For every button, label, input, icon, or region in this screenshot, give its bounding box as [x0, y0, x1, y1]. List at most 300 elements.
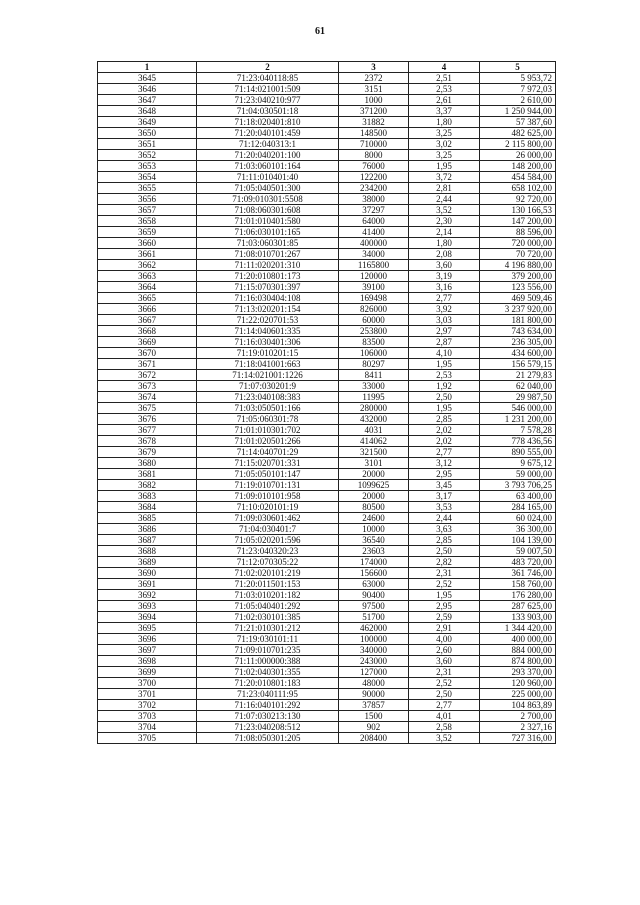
- rate-cell: 2,30: [409, 216, 480, 227]
- rate-cell: 3,37: [409, 106, 480, 117]
- table-row: [98, 370, 556, 381]
- rate-cell: 4,01: [409, 711, 480, 722]
- row-index-cell: 3687: [98, 535, 197, 546]
- table-row: [98, 623, 556, 634]
- rate-cell: 2,77: [409, 293, 480, 304]
- cadastral-number-cell: 71:09:030601:462: [197, 513, 339, 524]
- area-cell: 100000: [339, 634, 409, 645]
- table-row: [98, 667, 556, 678]
- amount-cell: 434 600,00: [480, 348, 556, 359]
- rate-cell: 3,52: [409, 733, 480, 744]
- area-cell: 826000: [339, 304, 409, 315]
- rate-cell: 3,60: [409, 260, 480, 271]
- table-row: [98, 161, 556, 172]
- area-cell: 208400: [339, 733, 409, 744]
- cadastral-number-cell: 71:14:021001:509: [197, 84, 339, 95]
- rate-cell: 2,95: [409, 469, 480, 480]
- cadastral-number-cell: 71:20:010801:173: [197, 271, 339, 282]
- cadastral-number-cell: 71:15:070301:397: [197, 282, 339, 293]
- row-index-cell: 3675: [98, 403, 197, 414]
- area-cell: 280000: [339, 403, 409, 414]
- cadastral-number-cell: 71:05:050101:147: [197, 469, 339, 480]
- row-index-cell: 3686: [98, 524, 197, 535]
- cadastral-number-cell: 71:08:010701:267: [197, 249, 339, 260]
- area-cell: 1099625: [339, 480, 409, 491]
- table-row: [98, 205, 556, 216]
- cadastral-number-cell: 71:14:021001:1226: [197, 370, 339, 381]
- table-row: [98, 381, 556, 392]
- table-row: [98, 260, 556, 271]
- amount-cell: 156 579,15: [480, 359, 556, 370]
- area-cell: 120000: [339, 271, 409, 282]
- rate-cell: 2,50: [409, 392, 480, 403]
- amount-cell: 287 625,00: [480, 601, 556, 612]
- area-cell: 2372: [339, 73, 409, 84]
- table-row: [98, 282, 556, 293]
- amount-cell: 63 400,00: [480, 491, 556, 502]
- rate-cell: 2,53: [409, 370, 480, 381]
- rate-cell: 2,77: [409, 700, 480, 711]
- amount-cell: 379 200,00: [480, 271, 556, 282]
- cadastral-number-cell: 71:05:040501:300: [197, 183, 339, 194]
- cadastral-number-cell: 71:18:041001:663: [197, 359, 339, 370]
- area-cell: 432000: [339, 414, 409, 425]
- row-index-cell: 3678: [98, 436, 197, 447]
- amount-cell: 3 793 706,25: [480, 480, 556, 491]
- row-index-cell: 3649: [98, 117, 197, 128]
- rate-cell: 3,92: [409, 304, 480, 315]
- row-index-cell: 3651: [98, 139, 197, 150]
- area-cell: 321500: [339, 447, 409, 458]
- row-index-cell: 3665: [98, 293, 197, 304]
- area-cell: 51700: [339, 612, 409, 623]
- table-row: [98, 689, 556, 700]
- amount-cell: 2 610,00: [480, 95, 556, 106]
- amount-cell: 743 634,00: [480, 326, 556, 337]
- area-cell: 60000: [339, 315, 409, 326]
- area-cell: 33000: [339, 381, 409, 392]
- amount-cell: 158 760,00: [480, 579, 556, 590]
- amount-cell: 2 115 800,00: [480, 139, 556, 150]
- rate-cell: 3,72: [409, 172, 480, 183]
- table-row: [98, 513, 556, 524]
- row-index-cell: 3646: [98, 84, 197, 95]
- cadastral-number-cell: 71:23:040108:383: [197, 392, 339, 403]
- amount-cell: 104 139,00: [480, 535, 556, 546]
- area-cell: 20000: [339, 469, 409, 480]
- amount-cell: 890 555,00: [480, 447, 556, 458]
- row-index-cell: 3698: [98, 656, 197, 667]
- cadastral-number-cell: 71:09:010701:235: [197, 645, 339, 656]
- table-header: [98, 62, 556, 73]
- cadastral-number-cell: 71:04:030401:7: [197, 524, 339, 535]
- row-index-cell: 3702: [98, 700, 197, 711]
- table-row: [98, 425, 556, 436]
- cadastral-number-cell: 71:08:060301:608: [197, 205, 339, 216]
- table-row: [98, 271, 556, 282]
- area-cell: 710000: [339, 139, 409, 150]
- rate-cell: 2,50: [409, 546, 480, 557]
- row-index-cell: 3701: [98, 689, 197, 700]
- rate-cell: 3,63: [409, 524, 480, 535]
- area-cell: 90000: [339, 689, 409, 700]
- table-row: [98, 700, 556, 711]
- area-cell: 90400: [339, 590, 409, 601]
- column-number-row: [98, 62, 556, 73]
- cadastral-number-cell: 71:19:030101:11: [197, 634, 339, 645]
- row-index-cell: 3666: [98, 304, 197, 315]
- amount-cell: 454 584,00: [480, 172, 556, 183]
- cadastral-number-cell: 71:05:040401:292: [197, 601, 339, 612]
- table-row: [98, 612, 556, 623]
- row-index-cell: 3660: [98, 238, 197, 249]
- table-row: [98, 73, 556, 84]
- row-index-cell: 3704: [98, 722, 197, 733]
- area-cell: 36540: [339, 535, 409, 546]
- amount-cell: 147 200,00: [480, 216, 556, 227]
- rate-cell: 1,95: [409, 403, 480, 414]
- column-header: 3: [339, 62, 409, 73]
- cadastral-number-cell: 71:13:020201:154: [197, 304, 339, 315]
- amount-cell: 88 596,00: [480, 227, 556, 238]
- area-cell: 1500: [339, 711, 409, 722]
- cadastral-number-cell: 71:22:020701:53: [197, 315, 339, 326]
- rate-cell: 2,95: [409, 601, 480, 612]
- table-row: [98, 326, 556, 337]
- cadastral-number-cell: 71:03:050501:166: [197, 403, 339, 414]
- table-row: [98, 557, 556, 568]
- cadastral-number-cell: 71:09:010101:958: [197, 491, 339, 502]
- cadastral-number-cell: 71:15:020701:331: [197, 458, 339, 469]
- table-row: [98, 447, 556, 458]
- amount-cell: 284 165,00: [480, 502, 556, 513]
- amount-cell: 36 300,00: [480, 524, 556, 535]
- cadastral-number-cell: 71:20:011501:153: [197, 579, 339, 590]
- table-row: [98, 711, 556, 722]
- area-cell: 122200: [339, 172, 409, 183]
- cadastral-number-cell: 71:20:040101:459: [197, 128, 339, 139]
- row-index-cell: 3653: [98, 161, 197, 172]
- row-index-cell: 3655: [98, 183, 197, 194]
- row-index-cell: 3705: [98, 733, 197, 744]
- area-cell: 11995: [339, 392, 409, 403]
- row-index-cell: 3681: [98, 469, 197, 480]
- table-row: [98, 315, 556, 326]
- cadastral-number-cell: 71:23:040118:85: [197, 73, 339, 84]
- amount-cell: 293 370,00: [480, 667, 556, 678]
- area-cell: 371200: [339, 106, 409, 117]
- rate-cell: 2,85: [409, 414, 480, 425]
- rate-cell: 2,52: [409, 579, 480, 590]
- row-index-cell: 3680: [98, 458, 197, 469]
- rate-cell: 1,95: [409, 161, 480, 172]
- row-index-cell: 3654: [98, 172, 197, 183]
- amount-cell: 658 102,00: [480, 183, 556, 194]
- table-row: [98, 227, 556, 238]
- area-cell: 3151: [339, 84, 409, 95]
- table-row: [98, 678, 556, 689]
- area-cell: 462000: [339, 623, 409, 634]
- row-index-cell: 3652: [98, 150, 197, 161]
- row-index-cell: 3690: [98, 568, 197, 579]
- table-row: [98, 733, 556, 744]
- amount-cell: 225 000,00: [480, 689, 556, 700]
- rate-cell: 2,91: [409, 623, 480, 634]
- cadastral-number-cell: 71:16:030404:108: [197, 293, 339, 304]
- area-cell: 76000: [339, 161, 409, 172]
- rate-cell: 2,85: [409, 535, 480, 546]
- row-index-cell: 3691: [98, 579, 197, 590]
- rate-cell: 3,16: [409, 282, 480, 293]
- row-index-cell: 3677: [98, 425, 197, 436]
- table-row: [98, 249, 556, 260]
- area-cell: 48000: [339, 678, 409, 689]
- rate-cell: 2,58: [409, 722, 480, 733]
- amount-cell: 123 556,00: [480, 282, 556, 293]
- table-row: [98, 645, 556, 656]
- table-row: [98, 656, 556, 667]
- area-cell: 64000: [339, 216, 409, 227]
- rate-cell: 3,02: [409, 139, 480, 150]
- amount-cell: 727 316,00: [480, 733, 556, 744]
- rate-cell: 3,25: [409, 150, 480, 161]
- amount-cell: 104 863,89: [480, 700, 556, 711]
- area-cell: 234200: [339, 183, 409, 194]
- amount-cell: 2 700,00: [480, 711, 556, 722]
- row-index-cell: 3667: [98, 315, 197, 326]
- rate-cell: 2,44: [409, 513, 480, 524]
- row-index-cell: 3703: [98, 711, 197, 722]
- amount-cell: 9 675,12: [480, 458, 556, 469]
- area-cell: 1165800: [339, 260, 409, 271]
- cadastral-number-cell: 71:05:060301:78: [197, 414, 339, 425]
- cadastral-number-cell: 71:23:040320:23: [197, 546, 339, 557]
- amount-cell: 60 024,00: [480, 513, 556, 524]
- rate-cell: 3,45: [409, 480, 480, 491]
- cadastral-number-cell: 71:02:040301:355: [197, 667, 339, 678]
- cadastral-number-cell: 71:21:010301:212: [197, 623, 339, 634]
- rate-cell: 3,53: [409, 502, 480, 513]
- row-index-cell: 3679: [98, 447, 197, 458]
- area-cell: 38000: [339, 194, 409, 205]
- cadastral-number-cell: 71:01:010401:580: [197, 216, 339, 227]
- table-row: [98, 359, 556, 370]
- rate-cell: 1,95: [409, 359, 480, 370]
- area-cell: 243000: [339, 656, 409, 667]
- cadastral-number-cell: 71:20:010801:183: [197, 678, 339, 689]
- row-index-cell: 3700: [98, 678, 197, 689]
- cadastral-number-cell: 71:08:050301:205: [197, 733, 339, 744]
- row-index-cell: 3697: [98, 645, 197, 656]
- table-row: [98, 337, 556, 348]
- row-index-cell: 3693: [98, 601, 197, 612]
- cadastral-number-cell: 71:23:040208:512: [197, 722, 339, 733]
- row-index-cell: 3689: [98, 557, 197, 568]
- rate-cell: 3,17: [409, 491, 480, 502]
- amount-cell: 5 953,72: [480, 73, 556, 84]
- table-row: [98, 414, 556, 425]
- area-cell: 414062: [339, 436, 409, 447]
- table-row: [98, 634, 556, 645]
- area-cell: 3101: [339, 458, 409, 469]
- amount-cell: 133 903,00: [480, 612, 556, 623]
- rate-cell: 2,81: [409, 183, 480, 194]
- row-index-cell: 3659: [98, 227, 197, 238]
- rate-cell: 2,82: [409, 557, 480, 568]
- table-row: [98, 183, 556, 194]
- row-index-cell: 3673: [98, 381, 197, 392]
- amount-cell: 130 166,53: [480, 205, 556, 216]
- cadastral-number-cell: 71:23:040210:977: [197, 95, 339, 106]
- rate-cell: 2,51: [409, 73, 480, 84]
- row-index-cell: 3650: [98, 128, 197, 139]
- table-row: [98, 722, 556, 733]
- table-row: [98, 128, 556, 139]
- table-row: [98, 458, 556, 469]
- rate-cell: 3,25: [409, 128, 480, 139]
- cadastral-number-cell: 71:05:020201:596: [197, 535, 339, 546]
- table-row: [98, 304, 556, 315]
- rate-cell: 1,80: [409, 238, 480, 249]
- amount-cell: 59 007,50: [480, 546, 556, 557]
- cadastral-number-cell: 71:10:020101:19: [197, 502, 339, 513]
- rate-cell: 2,53: [409, 84, 480, 95]
- rate-cell: 1,95: [409, 590, 480, 601]
- table-row: [98, 95, 556, 106]
- area-cell: 8000: [339, 150, 409, 161]
- area-cell: 253800: [339, 326, 409, 337]
- table-row: [98, 392, 556, 403]
- area-cell: 83500: [339, 337, 409, 348]
- row-index-cell: 3688: [98, 546, 197, 557]
- table-row: [98, 480, 556, 491]
- rate-cell: 2,44: [409, 194, 480, 205]
- amount-cell: 2 327,16: [480, 722, 556, 733]
- cadastral-number-cell: 71:11:000000:388: [197, 656, 339, 667]
- area-cell: 902: [339, 722, 409, 733]
- area-cell: 169498: [339, 293, 409, 304]
- row-index-cell: 3647: [98, 95, 197, 106]
- row-index-cell: 3662: [98, 260, 197, 271]
- row-index-cell: 3670: [98, 348, 197, 359]
- rate-cell: 2,31: [409, 667, 480, 678]
- row-index-cell: 3685: [98, 513, 197, 524]
- cadastral-number-cell: 71:11:020201:310: [197, 260, 339, 271]
- amount-cell: 26 000,00: [480, 150, 556, 161]
- cadastral-number-cell: 71:14:040601:335: [197, 326, 339, 337]
- cadastral-number-cell: 71:01:020501:266: [197, 436, 339, 447]
- area-cell: 37857: [339, 700, 409, 711]
- area-cell: 80500: [339, 502, 409, 513]
- column-header: 2: [197, 62, 339, 73]
- row-index-cell: 3648: [98, 106, 197, 117]
- column-header: 4: [409, 62, 480, 73]
- table-row: [98, 436, 556, 447]
- cadastral-number-cell: 71:03:010201:182: [197, 590, 339, 601]
- amount-cell: 59 000,00: [480, 469, 556, 480]
- table-row: [98, 293, 556, 304]
- amount-cell: 7 578,28: [480, 425, 556, 436]
- cadastral-number-cell: 71:18:020401:810: [197, 117, 339, 128]
- amount-cell: 874 800,00: [480, 656, 556, 667]
- area-cell: 80297: [339, 359, 409, 370]
- row-index-cell: 3668: [98, 326, 197, 337]
- table-row: [98, 491, 556, 502]
- amount-cell: 57 387,60: [480, 117, 556, 128]
- amount-cell: 120 960,00: [480, 678, 556, 689]
- rate-cell: 2,31: [409, 568, 480, 579]
- table-row: [98, 139, 556, 150]
- row-index-cell: 3671: [98, 359, 197, 370]
- page-number: 61: [315, 26, 325, 37]
- area-cell: 41400: [339, 227, 409, 238]
- amount-cell: 148 200,00: [480, 161, 556, 172]
- rate-cell: 3,03: [409, 315, 480, 326]
- rate-cell: 2,50: [409, 689, 480, 700]
- table-row: [98, 535, 556, 546]
- row-index-cell: 3657: [98, 205, 197, 216]
- amount-cell: 4 196 880,00: [480, 260, 556, 271]
- cadastral-number-cell: 71:02:020101:219: [197, 568, 339, 579]
- amount-cell: 7 972,03: [480, 84, 556, 95]
- amount-cell: 482 625,00: [480, 128, 556, 139]
- table-row: [98, 348, 556, 359]
- table-row: [98, 172, 556, 183]
- table-row: [98, 524, 556, 535]
- table-row: [98, 590, 556, 601]
- row-index-cell: 3669: [98, 337, 197, 348]
- amount-cell: 181 800,00: [480, 315, 556, 326]
- table-row: [98, 403, 556, 414]
- rate-cell: 2,61: [409, 95, 480, 106]
- row-index-cell: 3656: [98, 194, 197, 205]
- area-cell: 10000: [339, 524, 409, 535]
- amount-cell: 720 000,00: [480, 238, 556, 249]
- registry-table: [97, 61, 556, 744]
- cadastral-number-cell: 71:16:040101:292: [197, 700, 339, 711]
- cadastral-number-cell: 71:03:060101:164: [197, 161, 339, 172]
- cadastral-number-cell: 71:12:070305:22: [197, 557, 339, 568]
- area-cell: 174000: [339, 557, 409, 568]
- table-row: [98, 546, 556, 557]
- row-index-cell: 3645: [98, 73, 197, 84]
- amount-cell: 1 231 200,00: [480, 414, 556, 425]
- table-row: [98, 502, 556, 513]
- rate-cell: 2,08: [409, 249, 480, 260]
- table-body: [98, 73, 556, 744]
- row-index-cell: 3684: [98, 502, 197, 513]
- amount-cell: 400 000,00: [480, 634, 556, 645]
- area-cell: 106000: [339, 348, 409, 359]
- area-cell: 1000: [339, 95, 409, 106]
- area-cell: 148500: [339, 128, 409, 139]
- row-index-cell: 3664: [98, 282, 197, 293]
- amount-cell: 1 344 420,00: [480, 623, 556, 634]
- area-cell: 39100: [339, 282, 409, 293]
- cadastral-number-cell: 71:23:040111:95: [197, 689, 339, 700]
- rate-cell: 1,80: [409, 117, 480, 128]
- table-row: [98, 194, 556, 205]
- area-cell: 156600: [339, 568, 409, 579]
- area-cell: 400000: [339, 238, 409, 249]
- table-row: [98, 601, 556, 612]
- table-row: [98, 238, 556, 249]
- rate-cell: 3,60: [409, 656, 480, 667]
- rate-cell: 3,19: [409, 271, 480, 282]
- row-index-cell: 3695: [98, 623, 197, 634]
- amount-cell: 361 746,00: [480, 568, 556, 579]
- column-header: 1: [98, 62, 197, 73]
